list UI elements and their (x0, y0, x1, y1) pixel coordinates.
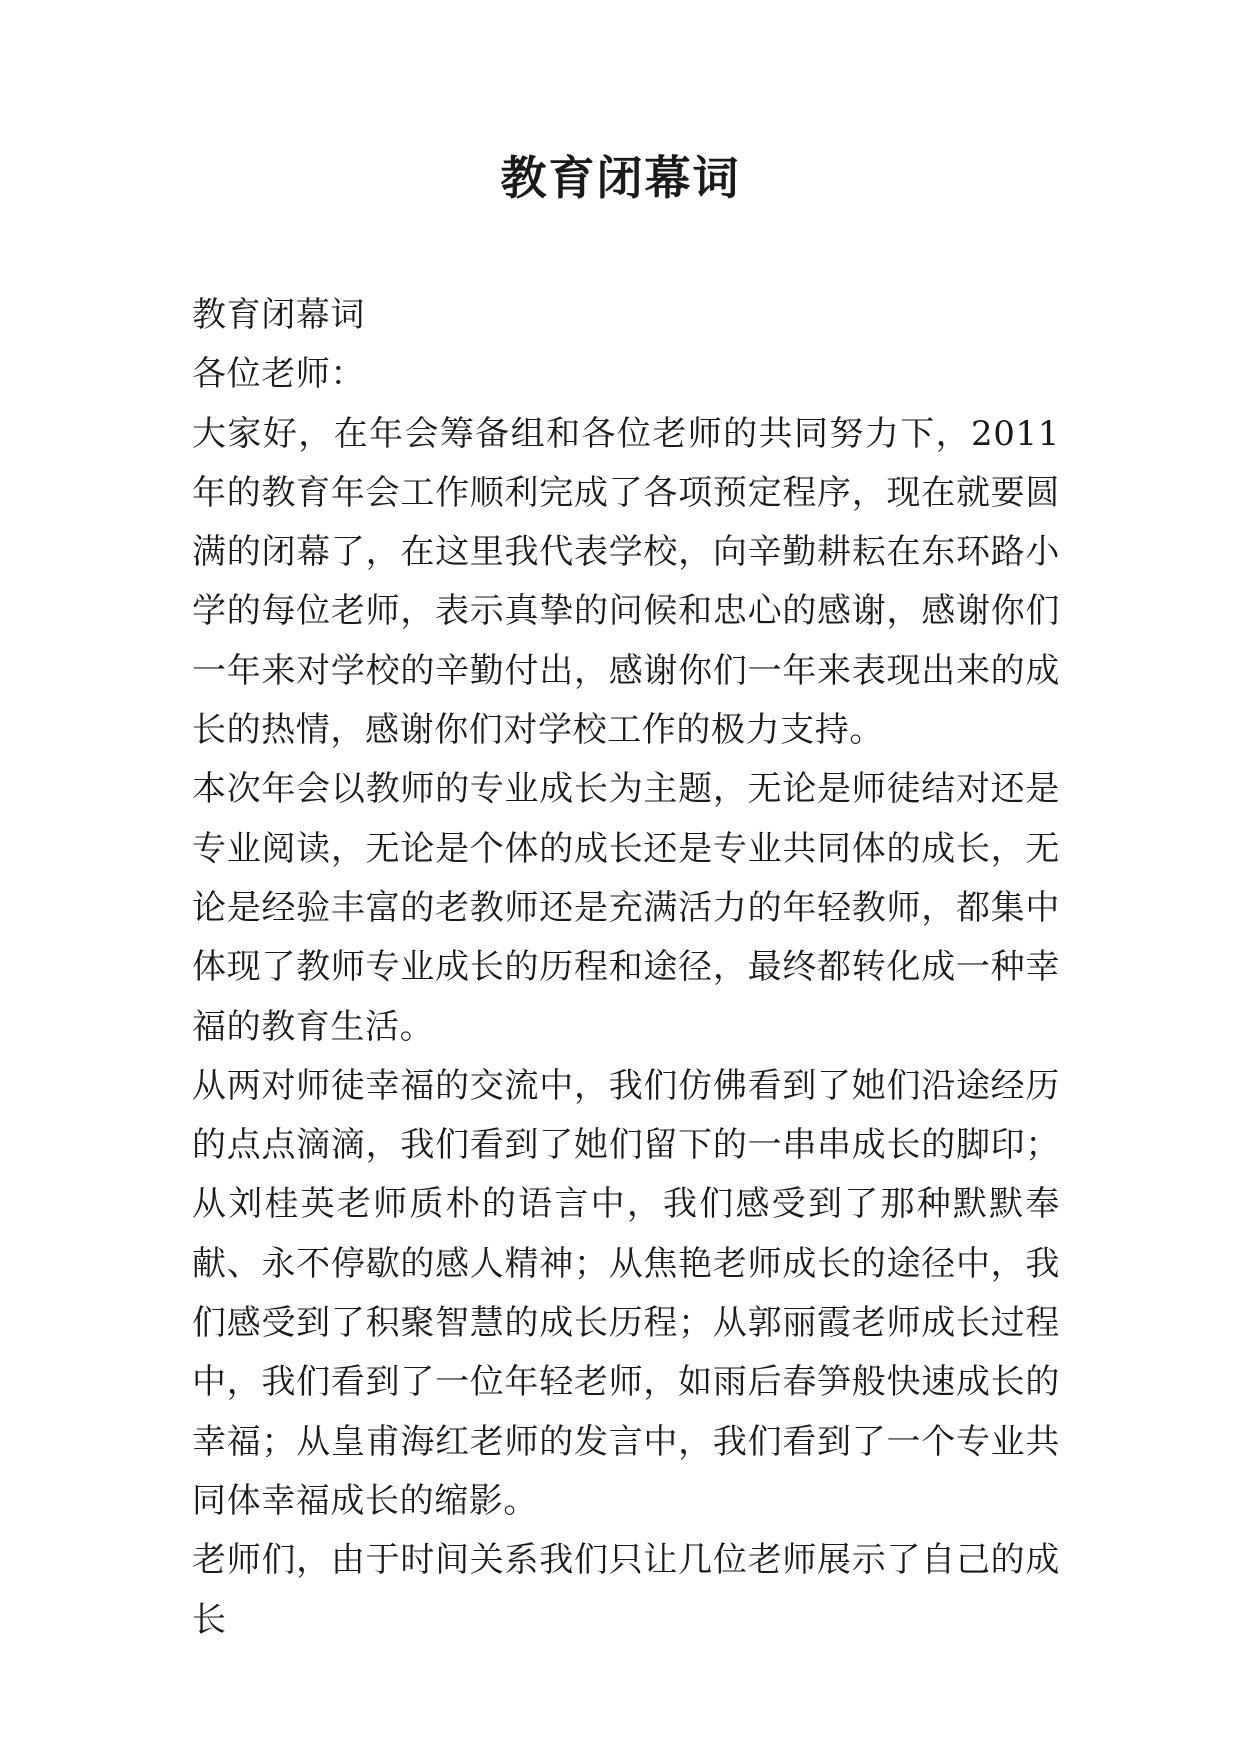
paragraph-closing: 老师们，由于时间关系我们只让几位老师展示了自己的成长 (192, 1540, 1060, 1640)
paragraph-theme: 本次年会以教师的专业成长为主题，无论是师徒结对还是专业阅读，无论是个体的成长还是专业共同体的成长，无论是经验丰富的老教师还是充满活力的年轻教师，都集中体现了教师专业成长的历程和途径，最终都转化成一种幸福的教育生活。 (192, 769, 1060, 1047)
paragraph-highlights: 从两对师徒幸福的交流中，我们仿佛看到了她们沿途经历的点点滴滴，我们看到了她们留下的一串串成长的脚印；从刘桂英老师质朴的语言中，我们感受到了那种默默奉献、永不停歇的感人精神；从焦艳老师成长的途径中，我们感受到了积聚智慧的成长历程；从郭丽霞老师成长过程中，我们看到了一位年轻老师，如雨后春笋般快速成长的幸福；从皇甫海红老师的发言中，我们看到了一个专业共同体幸福成长的缩影。 (192, 1065, 1060, 1521)
salutation: 各位老师： (192, 354, 365, 395)
document-body (192, 286, 1060, 1650)
document-title: 教育闭幕词 (500, 151, 741, 205)
paragraph-greeting: 大家好，在年会筹备组和各位老师的共同努力下，2011年的教育年会工作顺利完成了各项预定程序，现在就要圆满的闭幕了，在这里我代表学校，向辛勤耕耘在东环路小学的每位老师，表示真挚的问候和忠心的感谢，感谢你们一年来对学校的辛勤付出，感谢你们一年来表现出来的成长的热情，感谢你们对学校工作的极力支持。 (192, 413, 1060, 751)
heading-line: 教育闭幕词 (192, 295, 365, 335)
